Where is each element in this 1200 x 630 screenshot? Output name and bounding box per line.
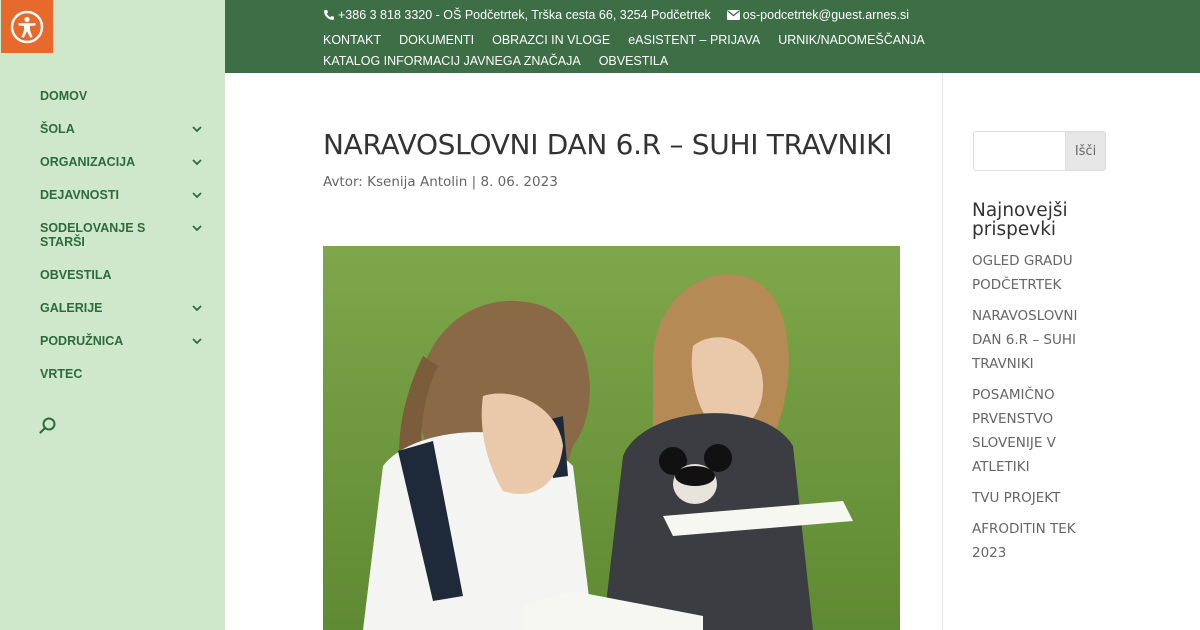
sidebar-item[interactable]: [40, 367, 190, 381]
chevron-down-icon[interactable]: [192, 155, 202, 169]
author-link[interactable]: Ksenija Antolin: [367, 174, 468, 190]
chevron-down-icon[interactable]: [192, 122, 202, 136]
sidebar-item-label: SODELOVANJE S STARŠI: [40, 221, 146, 249]
sidebar-item[interactable]: [40, 301, 190, 315]
top-nav-link[interactable]: KATALOG INFORMACIJ JAVNEGA ZNAČAJA: [323, 53, 581, 68]
left-sidebar: [0, 0, 225, 630]
recent-post-link[interactable]: OGLED GRADU PODČETRTEK: [972, 253, 1073, 293]
sidebar-item-label: DEJAVNOSTI: [40, 188, 119, 202]
recent-post-link[interactable]: POSAMIČNO PRVENSTVO SLOVENIJE V ATLETIKI: [972, 387, 1056, 475]
sidebar-item-label: ORGANIZACIJA: [40, 155, 136, 169]
chevron-down-icon[interactable]: [192, 334, 202, 348]
chevron-down-icon[interactable]: [192, 221, 202, 235]
sidebar-item-label: GALERIJE: [40, 301, 103, 315]
sidebar-nav: [40, 89, 210, 400]
top-nav-row: [323, 50, 1023, 71]
sidebar-item-label: PODRUŽNICA: [40, 334, 124, 348]
envelope-icon: [727, 10, 740, 20]
recent-post-link[interactable]: NARAVOSLOVNI DAN 6.R – SUHI TRAVNIKI: [972, 308, 1078, 372]
post-featured-image: [323, 246, 900, 630]
sidebar-item[interactable]: [40, 221, 190, 249]
search-button[interactable]: Išči: [1065, 131, 1106, 171]
post-meta: [323, 174, 903, 190]
sidebar-item[interactable]: [40, 155, 190, 169]
recent-posts-heading: Najnovejši prispevki: [972, 200, 1068, 240]
accessibility-icon: [10, 10, 44, 44]
recent-post-link[interactable]: AFRODITIN TEK 2023: [972, 521, 1076, 561]
sidebar-item-label: DOMOV: [40, 89, 88, 103]
top-nav-link[interactable]: DOKUMENTI: [399, 32, 475, 47]
recent-posts-widget: [972, 201, 1102, 572]
top-nav-link[interactable]: URNIK/NADOMEŠČANJA: [778, 32, 925, 47]
top-bar: [225, 0, 1200, 73]
phone-icon: [323, 9, 335, 21]
widget-search: [973, 131, 1106, 171]
content-divider: [942, 73, 943, 630]
author-prefix: Avtor:: [323, 174, 368, 190]
top-nav-link[interactable]: KONTAKT: [323, 32, 382, 47]
meta-separator: |: [467, 174, 481, 190]
chevron-down-icon[interactable]: [192, 301, 202, 315]
top-nav-link[interactable]: OBRAZCI IN VLOGE: [492, 32, 611, 47]
sidebar-item-label: VRTEC: [40, 367, 83, 381]
phone-address-text: +386 3 818 3320 - OŠ Podčetrtek, Trška cesta 66, 3254 Podčetrtek: [338, 8, 711, 22]
accessibility-button[interactable]: [1, 0, 53, 53]
contact-info: [323, 8, 909, 22]
sidebar-item-label: ŠOLA: [40, 122, 75, 136]
post-date: 8. 06. 2023: [480, 174, 558, 190]
sidebar-item[interactable]: [40, 89, 190, 103]
recent-post-link[interactable]: TVU PROJEKT: [972, 490, 1061, 506]
sidebar-item-label: OBVESTILA: [40, 268, 112, 282]
top-nav-link[interactable]: eASISTENT – PRIJAVA: [628, 32, 761, 47]
sidebar-item[interactable]: [40, 188, 190, 202]
email-text: os-podcetrtek@guest.arnes.si: [742, 8, 910, 22]
search-icon: [38, 416, 58, 436]
top-nav-link[interactable]: OBVESTILA: [598, 53, 669, 68]
search-input[interactable]: [973, 131, 1065, 171]
post-content: [323, 130, 903, 190]
top-navigation: [323, 29, 1023, 71]
sidebar-item[interactable]: [40, 268, 190, 282]
chevron-down-icon[interactable]: [192, 188, 202, 202]
recent-posts-list: [972, 249, 1102, 565]
sidebar-item[interactable]: [40, 122, 190, 136]
top-nav-row: [323, 29, 1023, 50]
sidebar-search-button[interactable]: [38, 416, 58, 440]
post-title: NARAVOSLOVNI DAN 6.R – SUHI TRAVNIKI: [323, 128, 893, 161]
sidebar-item[interactable]: [40, 334, 190, 348]
email-link[interactable]: [727, 8, 909, 22]
